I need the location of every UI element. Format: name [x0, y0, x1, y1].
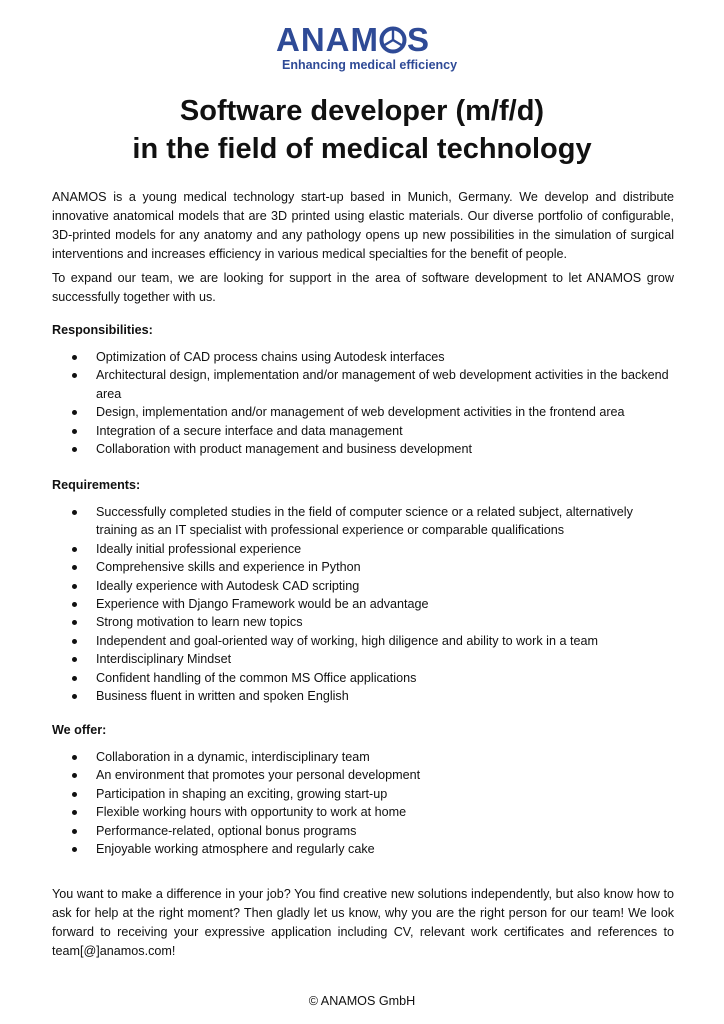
bullet-icon [72, 355, 77, 360]
bullet-icon [72, 447, 77, 452]
list-item: Business fluent in written and spoken English [52, 687, 674, 705]
list-item: Performance-related, optional bonus programs [52, 822, 674, 840]
logo-word-right: S [406, 21, 430, 58]
bullet-icon [72, 773, 77, 778]
list-item: Collaboration in a dynamic, interdisciplinary team [52, 748, 674, 766]
bullet-icon [72, 755, 77, 760]
list-item: Experience with Django Framework would be an advantage [52, 595, 674, 613]
bullet-icon [72, 510, 77, 515]
offer-heading: We offer: [52, 723, 107, 737]
logo-wordmark [276, 22, 448, 58]
list-item: Successfully completed studies in the field of computer science or a related subject, alternatively training as an IT specialist with professional experience or comparable qualifications [52, 503, 674, 540]
bullet-icon [72, 829, 77, 834]
list-item: Optimization of CAD process chains using Autodesk interfaces [52, 348, 674, 366]
bullet-icon [72, 373, 77, 378]
list-item: Design, implementation and/or management of web development activities in the frontend area [52, 403, 674, 421]
list-item: Flexible working hours with opportunity to work at home [52, 803, 674, 821]
responsibilities-heading: Responsibilities: [52, 323, 153, 337]
copyright-footer: © ANAMOS GmbH [308, 994, 416, 1008]
requirements-list [52, 503, 674, 705]
requirements-heading: Requirements: [52, 478, 141, 492]
bullet-icon [72, 810, 77, 815]
offer-list [52, 748, 674, 858]
bullet-icon [72, 565, 77, 570]
list-item: Confident handling of the common MS Office applications [52, 669, 674, 687]
bullet-icon [72, 676, 77, 681]
list-item: Integration of a secure interface and data management [52, 422, 674, 440]
list-item: Ideally experience with Autodesk CAD scripting [52, 577, 674, 595]
bullet-icon [72, 620, 77, 625]
list-item: Comprehensive skills and experience in Python [52, 558, 674, 576]
logo-word-left: ANAM [276, 21, 379, 58]
bullet-icon [72, 547, 77, 552]
closing-paragraph: You want to make a difference in your job? You find creative new solutions independently, but also know how to ask for help at the right moment? Then gladly let us know, why you are the right person for our team! We look forward to receiving your expressive application including CV, relevant work certificates and references to team[@]anamos.com! [52, 887, 674, 958]
bullet-icon [72, 639, 77, 644]
list-item: Enjoyable working atmosphere and regularly cake [52, 840, 674, 858]
list-item: An environment that promotes your personal development [52, 766, 674, 784]
title-line-1: Software developer (m/f/d) [179, 95, 545, 127]
bullet-icon [72, 410, 77, 415]
bullet-icon [72, 584, 77, 589]
anamos-logo [276, 21, 458, 74]
intro-paragraph-1: ANAMOS is a young medical technology start-up based in Munich, Germany. We develop and distribute innovative anatomical models that are 3D printed using elastic materials. Our diverse portfolio of configurable, 3D-printed models for any anatomy and any pathology opens up new possibilities in the simulation of surgical interventions and increases efficiency in various medical specialties for the benefit of people. [52, 190, 674, 261]
list-item: Participation in shaping an exciting, growing start-up [52, 785, 674, 803]
bullet-icon [72, 602, 77, 607]
bullet-icon [72, 657, 77, 662]
title-line-2: in the field of medical technology [132, 133, 592, 165]
list-item: Independent and goal-oriented way of working, high diligence and ability to work in a team [52, 632, 674, 650]
list-item: Interdisciplinary Mindset [52, 650, 674, 668]
logo-tagline: Enhancing medical efficiency [282, 58, 458, 72]
bullet-icon [72, 847, 77, 852]
list-item: Collaboration with product management and business development [52, 440, 674, 458]
page-title [0, 92, 724, 168]
bullet-icon [72, 792, 77, 797]
intro-paragraph-2: To expand our team, we are looking for support in the area of software development to let ANAMOS grow successfully together with us. [52, 271, 674, 304]
logo-o-symbol-icon [379, 22, 407, 58]
list-item: Ideally initial professional experience [52, 540, 674, 558]
responsibilities-list [52, 348, 674, 458]
list-item: Strong motivation to learn new topics [52, 613, 674, 631]
bullet-icon [72, 429, 77, 434]
list-item: Architectural design, implementation and/or management of web development activities in the backend area [52, 366, 674, 403]
bullet-icon [72, 694, 77, 699]
